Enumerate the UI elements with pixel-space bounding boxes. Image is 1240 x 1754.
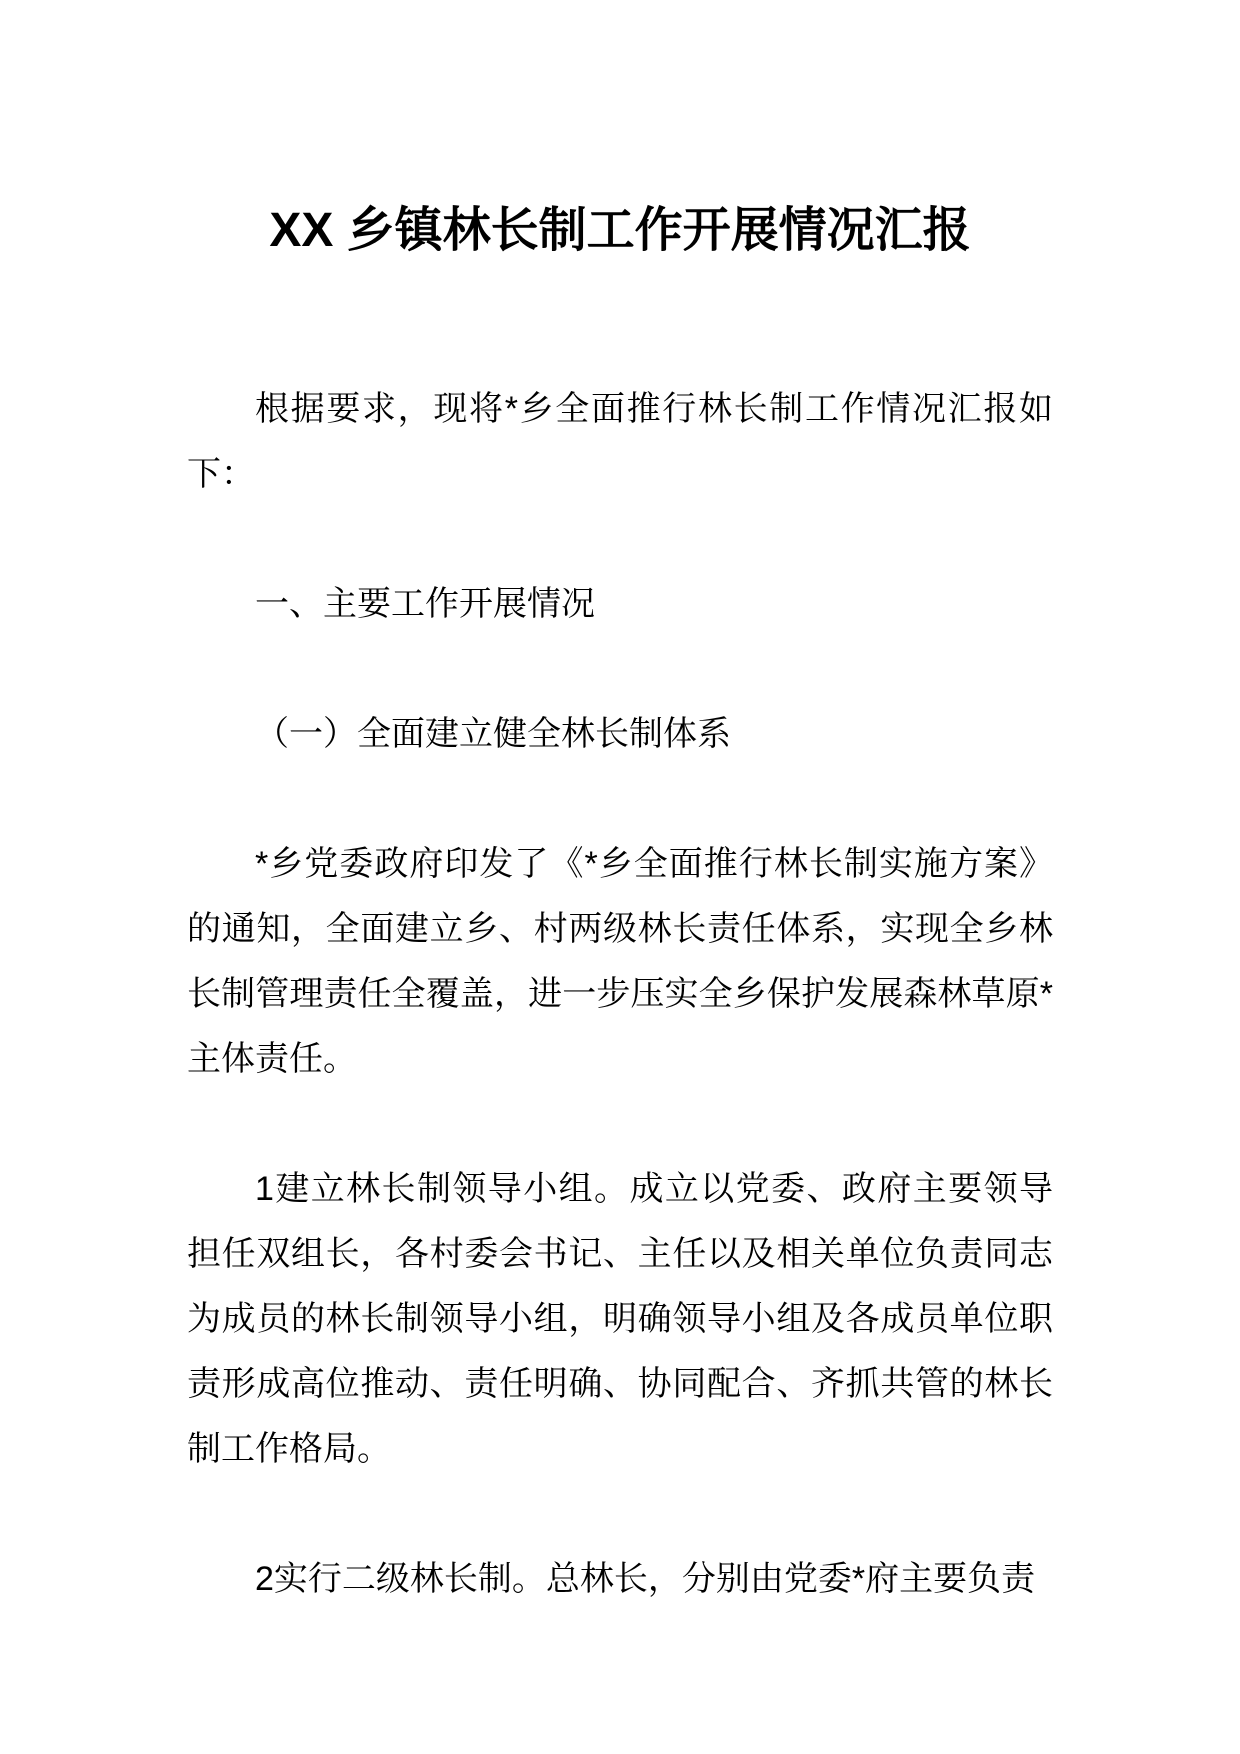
document-title: XX 乡镇林长制工作开展情况汇报 [269,204,971,257]
paragraph-body-2: 1建立林长制领导小组。成立以党委、政府主要领导担任双组长，各村委会书记、主任以及相关单位负责同志为成员的林长制领导小组，明确领导小组及各成员单位职责形成高位推动、责任明确、协同配合、齐抓共管的林长制工作格局。 [187,1170,1053,1468]
paragraph-body-1: *乡党委政府印发了《*乡全面推行林长制实施方案》的通知，全面建立乡、村两级林长责任体系，实现全乡林长制管理责任全覆盖，进一步压实全乡保护发展森林草原*主体责任。 [187,845,1053,1078]
subsection-heading-1-1: （一）全面建立健全林长制体系 [255,715,731,753]
paragraph-body-3-truncated: 2实行二级林长制。总林长，分别由党委*府主要负责 [255,1560,1036,1598]
paragraph-intro: 根据要求，现将*乡全面推行林长制工作情况汇报如下： [187,390,1053,493]
section-heading-1: 一、主要工作开展情况 [255,585,595,623]
